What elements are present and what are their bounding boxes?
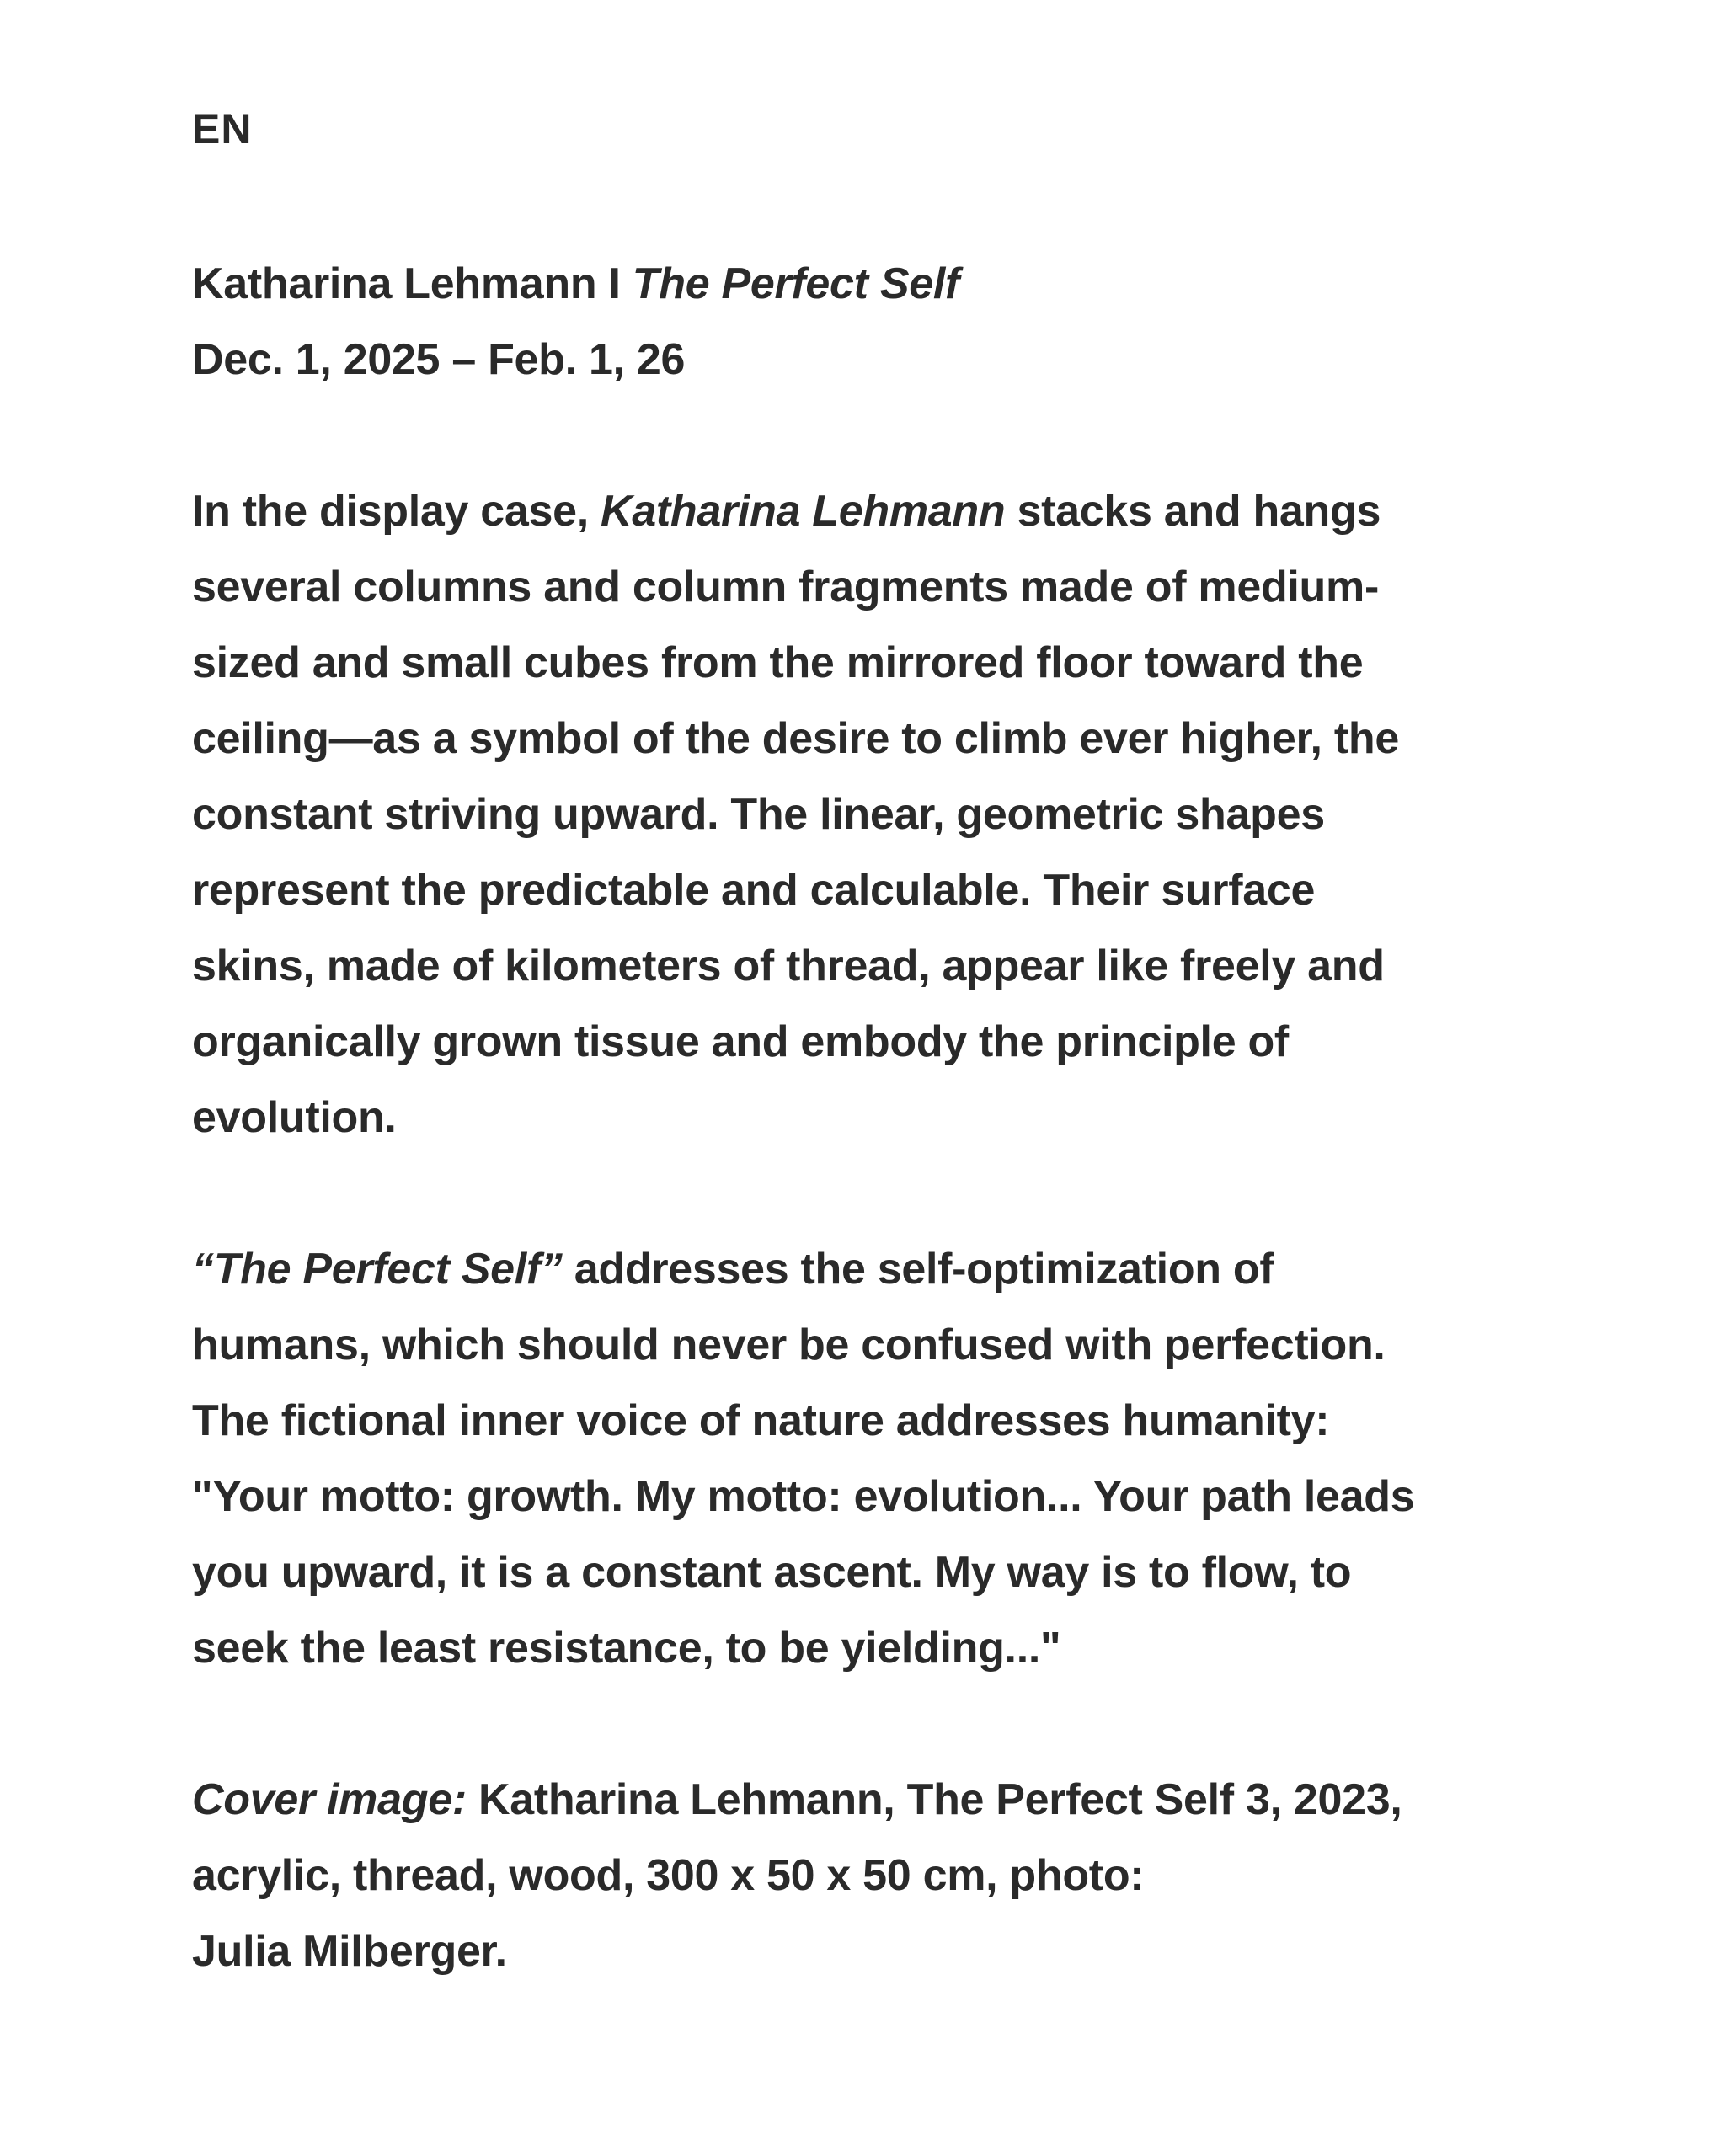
description-paragraph-1	[192, 473, 1506, 1155]
exhibition-dates: Dec. 1, 2025 – Feb. 1, 26	[192, 335, 686, 384]
artist-name-italic: Katharina Lehmann	[601, 487, 1006, 536]
paragraph-line: skins, made of kilometers of thread, appear like freely and	[192, 942, 1385, 990]
language-label: EN	[192, 105, 253, 152]
paragraph-line: evolution.	[192, 1093, 397, 1142]
exhibition-title-line	[192, 246, 1506, 322]
artist-name: Katharina Lehmann	[192, 259, 597, 308]
paragraph-line: "Your motto: growth. My motto: evolution... Your path leads	[192, 1472, 1415, 1521]
paragraph-line: sized and small cubes from the mirrored floor toward the	[192, 638, 1364, 687]
caption-line	[192, 1762, 1506, 1838]
paragraph-line: constant striving upward. The linear, geometric shapes	[192, 790, 1325, 839]
paragraph-line: The fictional inner voice of nature addresses humanity:	[192, 1396, 1330, 1445]
text-run: In the display case,	[192, 487, 601, 536]
paragraph-line	[192, 473, 1506, 549]
work-title-italic: “The Perfect Self”	[192, 1245, 563, 1294]
text-run: addresses the self-optimization of	[562, 1245, 1274, 1294]
paragraph-line	[192, 1231, 1506, 1307]
description-paragraph-2	[192, 1231, 1506, 1686]
caption-line: Julia Milberger.	[192, 1927, 507, 1976]
paragraph-line: represent the predictable and calculable. Their surface	[192, 866, 1316, 915]
text-run: stacks and hangs	[1005, 487, 1381, 536]
cover-image-caption	[192, 1762, 1506, 1989]
caption-line: acrylic, thread, wood, 300 x 50 x 50 cm, photo:	[192, 1851, 1145, 1900]
exhibition-text	[192, 99, 1506, 1989]
paragraph-line: you upward, it is a constant ascent. My way is to flow, to	[192, 1548, 1352, 1597]
text-run: Katharina Lehmann, The Perfect Self 3, 2023,	[466, 1775, 1402, 1824]
title-separator: I	[596, 259, 633, 308]
paragraph-line: ceiling—as a symbol of the desire to climb ever higher, the	[192, 714, 1399, 763]
exhibition-header	[192, 246, 1506, 398]
exhibition-title: The Perfect Self	[632, 259, 960, 308]
caption-label: Cover image:	[192, 1775, 467, 1824]
paragraph-line: seek the least resistance, to be yielding..."	[192, 1624, 1061, 1673]
paragraph-line: humans, which should never be confused with perfection.	[192, 1321, 1386, 1369]
paragraph-line: several columns and column fragments made of medium-	[192, 563, 1379, 611]
paragraph-line: organically grown tissue and embody the principle of	[192, 1017, 1289, 1066]
